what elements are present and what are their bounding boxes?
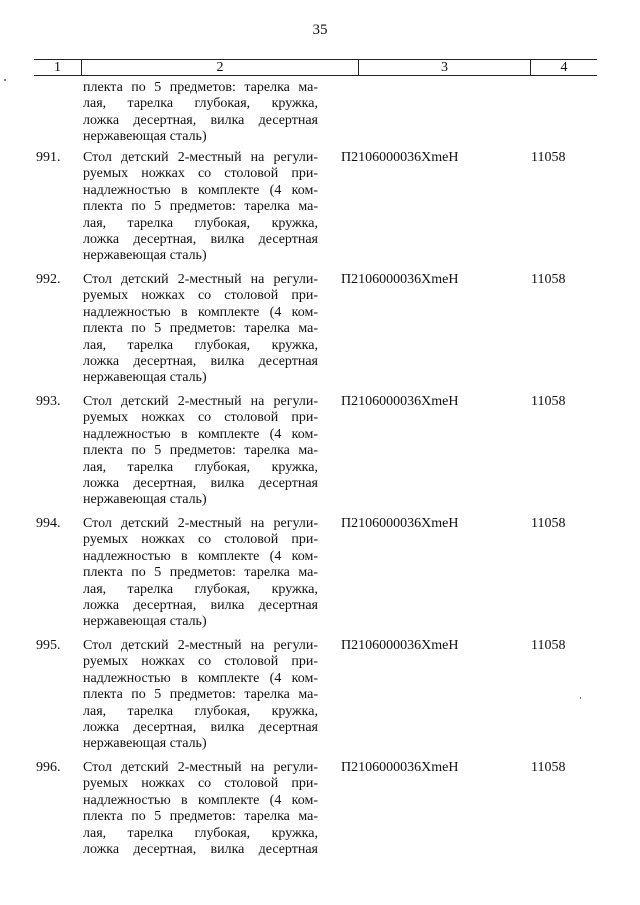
header-col-3: 3 (358, 60, 530, 75)
row-description (83, 272, 318, 387)
product-code: П2106000036ХmeH (341, 150, 459, 165)
header-col-1: 1 (54, 60, 61, 75)
price: 11058 (531, 272, 566, 287)
product-code: П2106000036ХmeH (341, 394, 459, 409)
row-description (83, 516, 318, 631)
description-line: Стол детский 2-местный на регули- (83, 516, 318, 531)
description-line: нержавеющая сталь) (83, 370, 207, 386)
price: 11058 (531, 150, 566, 165)
table-header-row (34, 59, 597, 76)
description-line: Стол детский 2-местный на регули- (83, 638, 318, 653)
description-line: нержавеющая сталь) (83, 492, 207, 508)
description-line: плекта по 5 предметов: тарелка ма- (83, 443, 318, 459)
description-line: надлежностью в комплекте (4 ком- (83, 792, 318, 808)
continuation-description (83, 80, 318, 146)
description-line: ложка десертная, вилка десертная (83, 353, 318, 369)
row-number: 992. (36, 272, 61, 287)
description-line: надлежностью в комплекте (4 ком- (83, 670, 318, 686)
description-line: надлежностью в комплекте (4 ком- (83, 182, 318, 198)
scan-speck (4, 79, 6, 81)
description-line: ложка десертная, вилка десертная (83, 719, 318, 735)
product-code: П2106000036ХmeH (341, 638, 459, 653)
description-line: Стол детский 2-местный на регули- (83, 394, 318, 409)
description-line: надлежностью в комплекте (4 ком- (83, 426, 318, 442)
product-code: П2106000036ХmeH (341, 760, 459, 775)
price: 11058 (531, 760, 566, 775)
description-line: Стол детский 2-местный на регули- (83, 760, 318, 775)
description-line: руемых ножках со столовой при- (83, 532, 318, 548)
product-code: П2106000036ХmeH (341, 272, 459, 287)
description-line: плекта по 5 предметов: тарелка ма- (83, 321, 318, 337)
description-line: нержавеющая сталь) (83, 736, 207, 752)
row-number: 994. (36, 516, 61, 531)
description-line: нержавеющая сталь) (83, 129, 207, 145)
header-col-4: 4 (530, 60, 597, 75)
description-line: лая, тарелка глубокая, кружка, (83, 459, 318, 475)
price: 11058 (531, 638, 566, 653)
description-line: ложка десертная, вилка десертная (83, 112, 318, 128)
description-line: надлежностью в комплекте (4 ком- (83, 304, 318, 320)
row-description (83, 760, 318, 858)
description-line: Стол детский 2-местный на регули- (83, 272, 318, 287)
description-line: ложка десертная, вилка десертная (83, 841, 318, 857)
scan-speck (580, 697, 581, 699)
description-line: нержавеющая сталь) (83, 248, 207, 264)
description-line: Стол детский 2-местный на регули- (83, 150, 318, 165)
description-line: ложка десертная, вилка десертная (83, 475, 318, 491)
row-description (83, 394, 318, 509)
row-number: 993. (36, 394, 61, 409)
product-code: П2106000036ХmeH (341, 516, 459, 531)
description-line: плекта по 5 предметов: тарелка ма- (83, 199, 318, 215)
description-line: ложка десертная, вилка десертная (83, 231, 318, 247)
description-line: лая, тарелка глубокая, кружка, (83, 96, 318, 112)
header-col-2: 2 (81, 60, 358, 75)
row-description (83, 150, 318, 265)
description-line: руемых ножках со столовой при- (83, 654, 318, 670)
description-line: лая, тарелка глубокая, кружка, (83, 581, 318, 597)
description-line: плекта по 5 предметов: тарелка ма- (83, 809, 318, 825)
description-line: руемых ножках со столовой при- (83, 288, 318, 304)
description-line: надлежностью в комплекте (4 ком- (83, 548, 318, 564)
description-line: лая, тарелка глубокая, кружка, (83, 825, 318, 841)
row-number: 996. (36, 760, 61, 775)
price: 11058 (531, 394, 566, 409)
description-line: руемых ножках со столовой при- (83, 410, 318, 426)
description-line: нержавеющая сталь) (83, 614, 207, 630)
description-line: руемых ножках со столовой при- (83, 166, 318, 182)
description-line: лая, тарелка глубокая, кружка, (83, 703, 318, 719)
description-line: лая, тарелка глубокая, кружка, (83, 215, 318, 231)
row-description (83, 638, 318, 753)
row-number: 991. (36, 150, 61, 165)
description-line: плекта по 5 предметов: тарелка ма- (83, 80, 318, 95)
description-line: руемых ножках со столовой при- (83, 776, 318, 792)
description-line: ложка десертная, вилка десертная (83, 597, 318, 613)
row-number: 995. (36, 638, 61, 653)
description-line: плекта по 5 предметов: тарелка ма- (83, 687, 318, 703)
description-line: плекта по 5 предметов: тарелка ма- (83, 565, 318, 581)
description-line: лая, тарелка глубокая, кружка, (83, 337, 318, 353)
price: 11058 (531, 516, 566, 531)
page-number: 35 (312, 22, 328, 38)
